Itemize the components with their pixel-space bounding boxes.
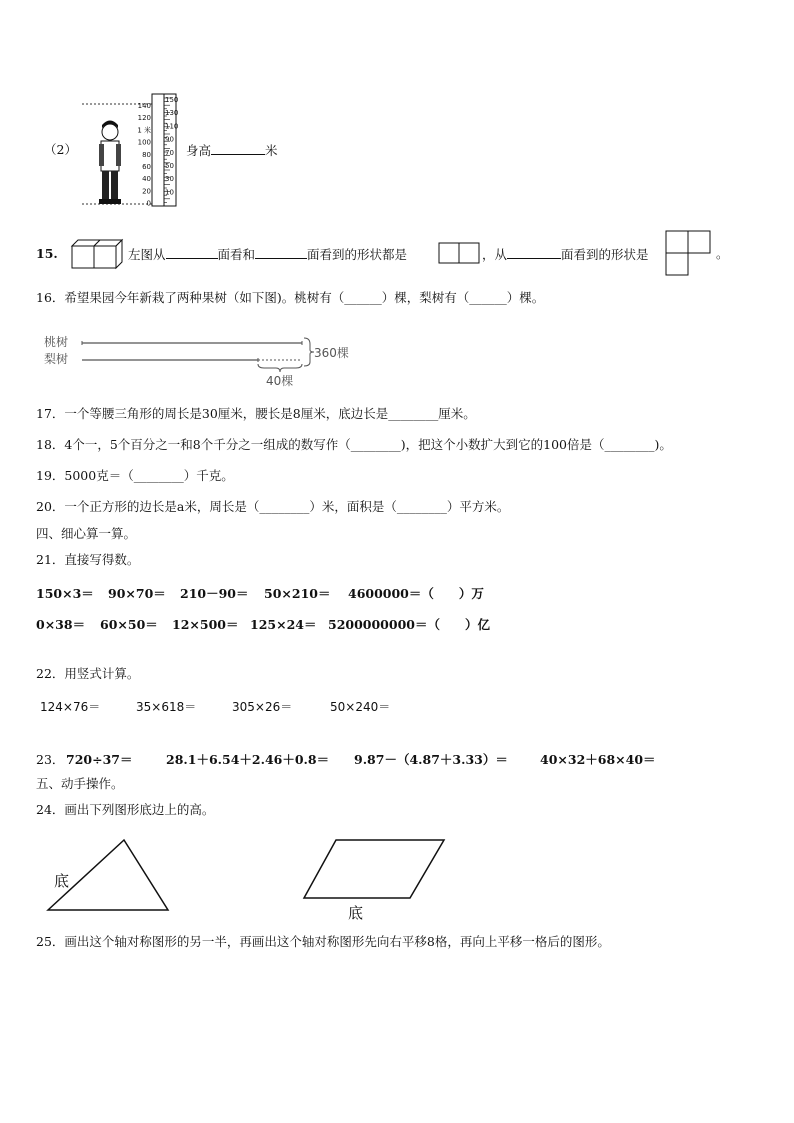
q20-text: 20．一个正方形的边长是a米，周长是（________）米，面积是（________）平方米。 (36, 499, 510, 514)
q21-r2-2: 60×50＝ (100, 617, 158, 632)
ruler-label-left: 60 (142, 163, 151, 171)
q15-end: 。 (716, 246, 729, 261)
two-squares-shape (438, 242, 482, 264)
q16-text: 16．希望果园今年新栽了两种果树（如下图)。桃树有（______）棵，梨树有（______）棵。 (36, 290, 545, 305)
ruler-label-right: 50 (165, 162, 174, 170)
ruler-label-left: 1 米 (137, 126, 151, 135)
ruler-label-right: 10 (165, 188, 174, 197)
peach-label: 桃树 (44, 335, 69, 349)
q22-text: 22．用竖式计算。 (36, 666, 140, 681)
q21-r2-5: 5200000000＝（ ）亿 (328, 617, 490, 632)
q25-text: 25．画出这个轴对称图形的另一半，再画出这个轴对称图形先向右平移8格，再向上平移一格后的图形。 (36, 934, 610, 949)
triangle-base-label: 底 (54, 872, 70, 890)
ruler-label-right: 30 (165, 175, 174, 184)
section-5-heading: 五、动手操作。 (36, 776, 124, 791)
q15-number: 15. (36, 246, 58, 261)
q21-r1-4: 50×210＝ (264, 586, 331, 601)
q22-expr-3: 305×26＝ (232, 700, 293, 714)
ruler-label-left: 20 (142, 187, 151, 196)
q23-expr-3: 9.87－（4.87＋3.33）＝ (354, 752, 508, 767)
height-ruler-figure (82, 92, 182, 210)
q23-number: 23． (36, 752, 65, 767)
ruler-label-right: 150 (165, 96, 179, 104)
q22-expr-4: 50×240＝ (330, 700, 391, 714)
q15-part-3: 面看到的形状都是 (307, 247, 408, 262)
ruler-label-left: 100 (137, 138, 151, 147)
ruler-label-right: 70 (165, 148, 174, 157)
ruler-label-right: 110 (165, 122, 179, 131)
q21-r1-3: 210－90＝ (180, 586, 249, 601)
q15-part-4: ，从 (482, 247, 508, 262)
q21-r1-1: 150×3＝ (36, 586, 94, 601)
q14-2-label: （2） (44, 142, 77, 157)
q14-2-height (186, 142, 278, 159)
q23-expr-1: 720÷37＝ (66, 752, 133, 767)
q17-text: 17．一个等腰三角形的周长是30厘米，腰长是8厘米，底边长是________厘米。 (36, 406, 476, 421)
cube-stack-figure (70, 236, 126, 270)
height-answer-blank[interactable] (211, 142, 265, 155)
parallelogram-base-label: 底 (348, 904, 364, 922)
pear-label: 梨树 (44, 352, 69, 366)
height-unit: 米 (265, 143, 278, 158)
l-shape-squares (665, 230, 713, 276)
section-4-heading: 四、细心算一算。 (36, 526, 137, 541)
tree-count-diagram (40, 330, 370, 390)
q21-r2-3: 12×500＝ (172, 617, 239, 632)
q15-blank-1[interactable] (166, 246, 218, 259)
q15-blank-2[interactable] (255, 246, 307, 259)
q15-text-2 (482, 246, 649, 263)
parallelogram-figure (300, 836, 450, 902)
ruler-label-right: 130 (165, 109, 179, 118)
q22-expr-1: 124×76＝ (40, 700, 101, 714)
ruler-label-right: 90 (165, 135, 174, 144)
q23-expr-4: 40×32＋68×40＝ (540, 752, 656, 767)
q21-r2-1: 0×38＝ (36, 617, 86, 632)
q21-r1-5: 4600000＝（ ）万 (348, 586, 484, 601)
q15-text (128, 246, 407, 263)
height-prefix: 身高 (186, 143, 212, 158)
q23-expr-2: 28.1＋6.54＋2.46＋0.8＝ (166, 752, 330, 767)
diff-label: 40棵 (266, 374, 294, 388)
q21-r2-4: 125×24＝ (250, 617, 317, 632)
ruler-label-left: 140 (137, 102, 151, 110)
q24-text: 24．画出下列图形底边上的高。 (36, 802, 215, 817)
ruler-label-left: 0 (146, 199, 151, 208)
q15-part-1: 左图从 (128, 247, 166, 262)
q21-text: 21．直接写得数。 (36, 552, 140, 567)
ruler-label-left: 80 (142, 150, 151, 159)
q21-r1-2: 90×70＝ (108, 586, 166, 601)
q19-text: 19．5000克＝（________）千克。 (36, 468, 234, 483)
ruler-label-left: 40 (142, 175, 151, 184)
q15-part-5: 面看到的形状是 (561, 247, 649, 262)
person-icon (99, 121, 121, 205)
ruler-label-left: 120 (137, 114, 151, 123)
q15-part-2: 面看和 (217, 247, 256, 262)
total-label: 360棵 (314, 346, 349, 360)
q18-text: 18．4个一，5个百分之一和8个千分之一组成的数写作（________)，把这个小数扩大到它的100倍是（________)。 (36, 437, 672, 452)
q22-expr-2: 35×618＝ (136, 700, 197, 714)
q15-blank-3[interactable] (507, 246, 561, 259)
